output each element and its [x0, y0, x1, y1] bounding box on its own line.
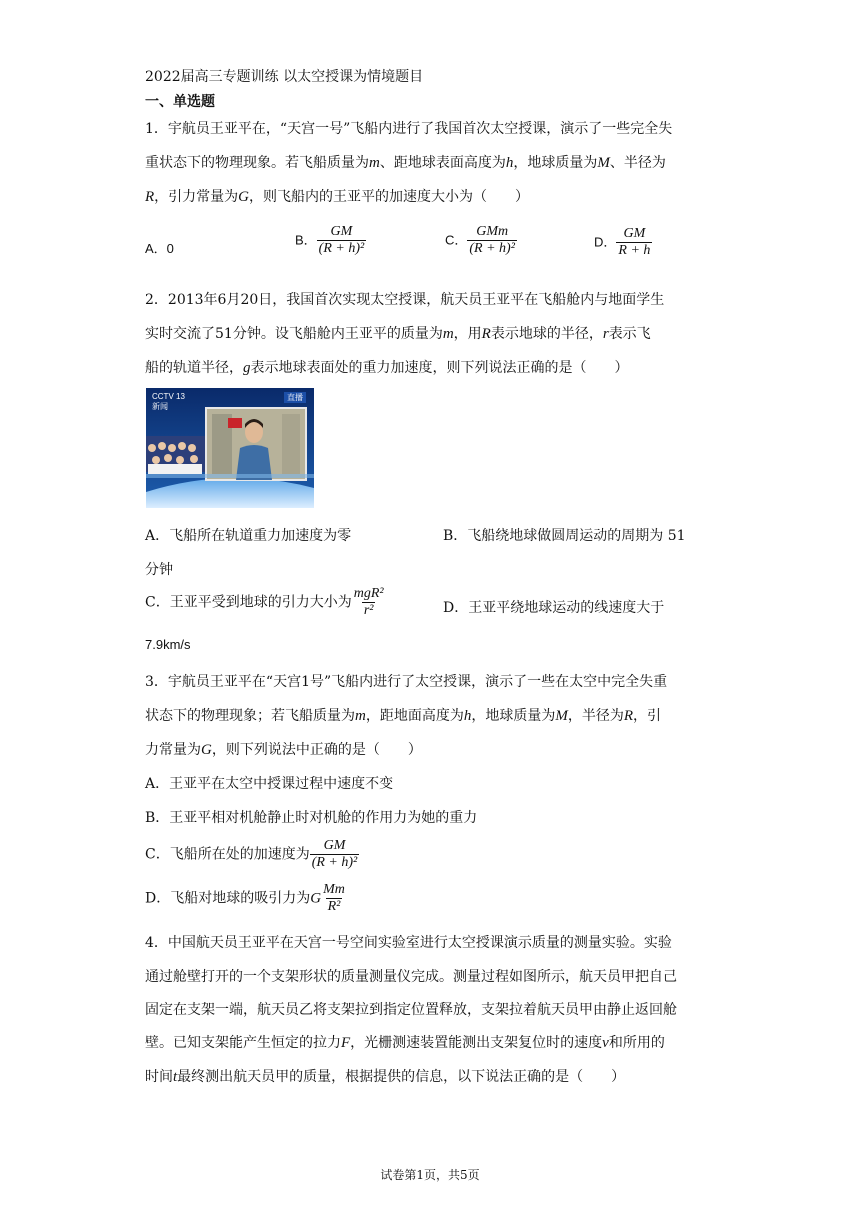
text: ，距地面高度为 — [365, 708, 464, 724]
var-G: G — [310, 890, 322, 907]
numerator: GM — [323, 838, 346, 853]
q1-option-c — [445, 224, 517, 257]
text: ，则下列说法中正确的是（ ） — [211, 742, 422, 758]
denominator: r² — [363, 603, 374, 619]
q1-option-a — [145, 238, 174, 257]
fraction — [467, 224, 517, 257]
q4-line-2: 通过舱壁打开的一个支架形状的质量测量仪完成。测量过程如图所示，航天员甲把自己 — [145, 969, 677, 985]
channel-logo — [152, 392, 185, 412]
option-value: 0 — [166, 241, 174, 256]
text: 力常量为 — [145, 742, 201, 758]
option-label: B． — [295, 232, 317, 248]
denominator: (R + h)² — [318, 241, 365, 257]
denominator: R + h — [618, 243, 651, 259]
option-label: C． — [445, 232, 468, 248]
q2-option-d-continued: 7.9km/s — [145, 637, 191, 652]
text: 时间 — [145, 1069, 173, 1085]
section-heading: 一、单选题 — [145, 94, 215, 110]
var-m: m — [442, 326, 454, 342]
text: 壁。已知支架能产生恒定的拉力 — [145, 1035, 341, 1051]
var-M: M — [555, 708, 568, 724]
q3-option-b: B．王亚平相对机舱静止时对机舱的作用力为她的重力 — [145, 810, 478, 826]
numerator: GM — [330, 224, 353, 239]
var-R: R — [623, 708, 634, 724]
text: 和所用的 — [608, 1035, 665, 1051]
var-R: R — [145, 189, 155, 205]
var-F: F — [341, 1035, 351, 1051]
text: ，光栅测速装置能测出支架复位时的速度 — [350, 1035, 603, 1051]
q1-line-2 — [145, 152, 666, 172]
denominator: (R + h)² — [311, 855, 358, 871]
text: 、距地球表面高度为 — [379, 155, 506, 171]
fraction — [352, 586, 386, 619]
text: ，用 — [453, 326, 482, 342]
text: 表示地球的半径， — [490, 326, 603, 342]
option-label: A． — [145, 241, 167, 256]
broadcast-screenshot-figure — [146, 388, 314, 508]
q3-line-1: 3．宇航员王亚平在“天宫1号”飞船内进行了太空授课，演示了一些在太空中完全失重 — [145, 674, 668, 690]
fraction — [616, 226, 652, 259]
fraction — [310, 838, 360, 871]
var-M: M — [597, 155, 610, 171]
text: C．王亚平受到地球的引力大小为 — [145, 594, 352, 611]
text: 、半径为 — [609, 155, 666, 171]
text: ，引 — [633, 708, 662, 724]
denominator: R² — [327, 899, 341, 915]
var-g: g — [243, 360, 251, 376]
q2-option-d: D．王亚平绕地球运动的线速度大于 — [443, 600, 665, 616]
text: D．飞船对地球的吸引力为 — [145, 890, 311, 907]
numerator: GM — [623, 226, 646, 241]
text: 船的轨道半径， — [145, 360, 243, 376]
denominator: (R + h)² — [469, 241, 515, 257]
q3-option-a: A．王亚平在太空中授课过程中速度不变 — [145, 776, 394, 792]
logo-text: CCTV 13 — [152, 392, 185, 401]
fraction — [317, 224, 367, 257]
q3-line-2 — [145, 705, 661, 725]
q4-line-5 — [145, 1066, 625, 1086]
var-h: h — [505, 155, 514, 171]
var-G: G — [201, 742, 212, 758]
var-t: t — [173, 1069, 178, 1085]
text: C．飞船所在处的加速度为 — [145, 846, 310, 863]
q3-option-d — [145, 882, 347, 915]
var-G: G — [238, 189, 250, 205]
q4-line-3: 固定在支架一端，航天员乙将支架拉到指定位置释放，支架拉着航天员甲由静止返回舱 — [145, 1002, 677, 1018]
flag — [228, 418, 242, 428]
var-h: h — [463, 708, 472, 724]
text: ，引力常量为 — [154, 189, 239, 205]
q2-option-b: B．飞船绕地球做圆周运动的周期为 51 — [443, 528, 686, 544]
var-r: r — [602, 326, 609, 342]
q4-line-4 — [145, 1032, 665, 1052]
numerator: Mm — [323, 882, 345, 897]
q1-option-d — [594, 226, 652, 259]
text: ，地球质量为 — [471, 708, 556, 724]
numerator: mgR² — [353, 586, 384, 601]
q1-line-1: 1．宇航员王亚平在，“天宫一号”飞船内进行了我国首次太空授课，演示了一些完全失 — [145, 121, 673, 137]
q1-line-3 — [145, 186, 529, 206]
option-label: D． — [594, 234, 617, 250]
q2-line-2 — [145, 323, 651, 343]
var-m: m — [369, 155, 380, 171]
q1-option-b — [295, 224, 366, 257]
text: 重状态下的物理现象。若飞船质量为 — [145, 155, 369, 171]
q2-line-1: 2．2013年6月20日，我国首次实现太空授课，航天员王亚平在飞船舱内与地面学生 — [145, 292, 665, 308]
text: ，半径为 — [567, 708, 624, 724]
q2-line-3 — [145, 357, 629, 377]
live-badge: 直播 — [284, 392, 306, 403]
text: 表示地球表面处的重力加速度，则下列说法正确的是（ ） — [250, 360, 629, 376]
fraction — [321, 882, 347, 915]
text: ，则飞船内的王亚平的加速度大小为（ ） — [249, 189, 530, 205]
q2-option-a: A．飞船所在轨道重力加速度为零 — [145, 528, 352, 544]
var-R: R — [481, 326, 491, 342]
numerator: GMm — [476, 224, 509, 239]
var-m: m — [355, 708, 366, 724]
text: ，地球质量为 — [513, 155, 598, 171]
text: 状态下的物理现象；若飞船质量为 — [145, 708, 355, 724]
text: 最终测出航天员甲的质量，根据提供的信息，以下说法正确的是（ ） — [177, 1069, 626, 1085]
text: 实时交流了51分钟。设飞船舱内王亚平的质量为 — [145, 326, 443, 342]
logo-subtext: 新闻 — [152, 402, 168, 411]
q4-line-1: 4．中国航天员王亚平在天宫一号空间实验室进行太空授课演示质量的测量实验。实验 — [145, 935, 672, 951]
doc-title: 2022届高三专题训练 以太空授课为情境题目 — [145, 69, 424, 85]
q3-option-c — [145, 838, 359, 871]
var-v: v — [602, 1035, 609, 1051]
q2-option-b-continued: 分钟 — [145, 562, 173, 578]
page-footer: 试卷第1页，共5页 — [380, 1168, 480, 1182]
q2-option-c — [145, 586, 386, 619]
text: 表示飞 — [608, 326, 651, 342]
students-crowd — [146, 436, 206, 474]
q3-line-3 — [145, 739, 422, 759]
